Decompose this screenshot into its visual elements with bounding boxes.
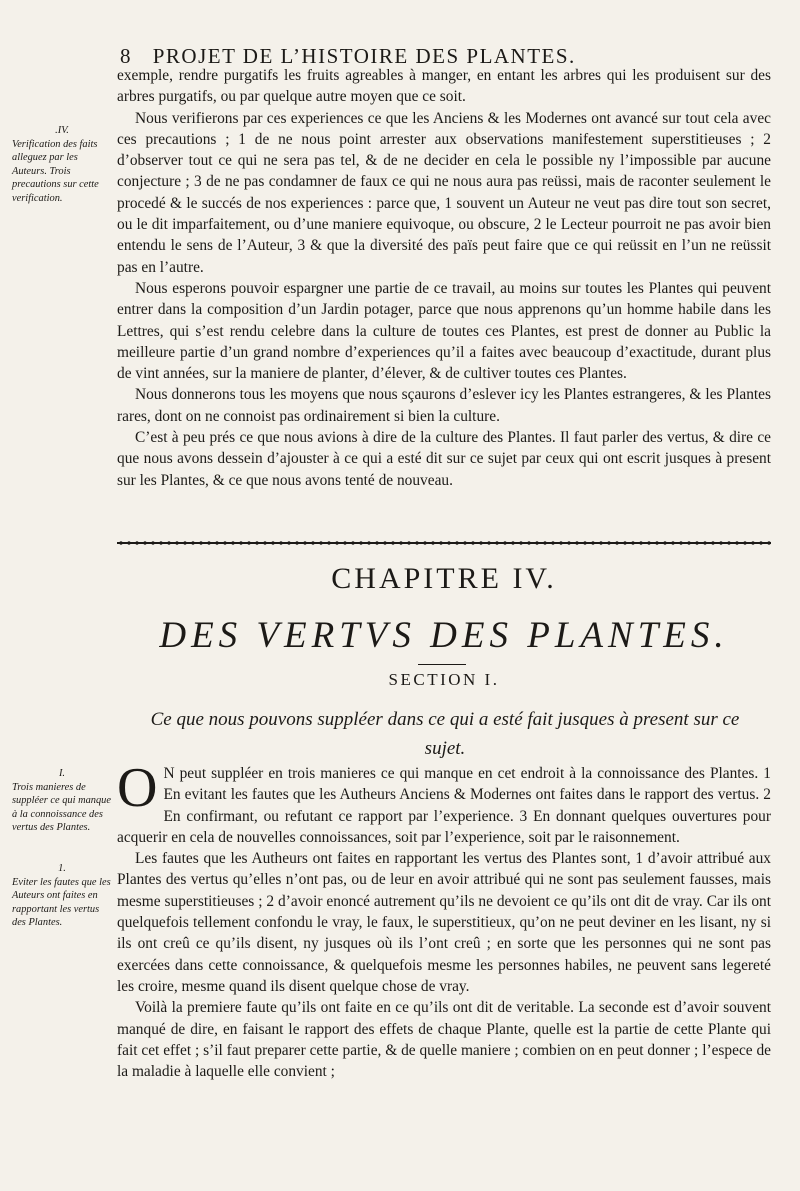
paragraph-text: N peut suppléer en trois manieres ce qui manque en cet endroit à la connoissance des Plantes. 1 En evitant les fautes que les Autheurs Anciens & Modernes ont faites dans le rapport des vertus. 2 En confirmant, ou refutant ce rapport par l’experience. 3 En donnant quelques ouvertures pour acquerir en cela de nouvelles connoissances, soit par l’experience, soit par le raisonnement.: [117, 765, 771, 846]
paragraph: C’est à peu prés ce que nous avions à dire de la culture des Plantes. Il faut parler des vertus, & dire ce que nous avons dessein d’ajouster à ce qui a esté dit sur ce sujet par ceux qui ont escrit jusques à present sur les Plantes, & ce que nous avons tenté de nouveau.: [117, 429, 771, 489]
paragraph: Les fautes que les Autheurs ont faites en rapportant les vertus des Plantes sont, 1 d’avoir attribué aux Plantes des vertus qu’elles n’ont pas, ou de leur en avoir attribué qui ne sont pas seulement fausses, mais mesme superstitieuses ; 2 d’avoir enoncé autrement qu’ils ne devoient ce qu’ils ont dit de vray. Car ils ont quelquefois tellement confondu le vray, le faux, le superstitieux, qu’on ne peut deviner en les lisant, ny si ils ont creû ce qu’ils disent, ny jusques où ils l’ont creû ; en sorte que les personnes qui ne sont pas exercées dans cette connoissance, & quelquefois mesme les personnes habiles, ne peuvent sans legereté les croire, mesme quand ils disent quelque chose de vray.: [117, 850, 771, 995]
title-rule: [418, 664, 466, 665]
margin-note-1: [12, 862, 112, 930]
page-number: 8: [120, 44, 132, 68]
margin-note-text: Trois manieres de suppléer ce qui manque à la connoissance des vertus des Plantes.: [12, 781, 111, 834]
drop-cap: O: [117, 757, 158, 819]
ornamental-divider: [117, 538, 771, 548]
paragraph: exemple, rendre purgatifs les fruits agreables à manger, en entant les arbres qui les produisent sur des arbres purgatifs, ou par quelque autre moyen que ce soit.: [117, 67, 771, 106]
section-title: SECTION I.: [388, 670, 500, 689]
margin-note-number: I.: [58, 768, 66, 779]
paragraph: Nous esperons pouvoir espargner une partie de ce travail, au moins sur toutes les Plantes qui peuvent entrer dans la composition d’un Jardin potager, parce que nous apprenons qu’un homme habile dans les Lettres, qui s’est rendu celebre dans la culture de toutes ces Plantes, est prest de donner au Public la meilleure partie d’un grand nombre d’experiences qu’il a faites avec beaucoup d’exactitude, durant plus de vint années, sur la maniere de planter, d’élever, & de cultiver toutes ces Plantes.: [117, 279, 771, 383]
margin-note-i: [12, 767, 112, 835]
margin-note-number: 1.: [58, 863, 66, 874]
section-subtitle: Ce que nous pouvons suppléer dans ce qui a esté fait jusques à present sur ce sujet.: [150, 709, 740, 759]
margin-note-text: Eviter les fautes que les Auteurs ont faites en rapportant les vertus des Plantes.: [12, 876, 111, 929]
running-title: PROJET DE L’HISTOIRE DES PLANTES.: [152, 44, 576, 68]
margin-note-number: .IV.: [55, 125, 69, 136]
bottom-text-block: [117, 757, 771, 1082]
margin-note-iv: [12, 124, 112, 206]
paragraph: [117, 757, 771, 848]
paragraph: Nous donnerons tous les moyens que nous sçaurons d’eslever icy les Plantes estrangeres, & les Plantes rares, dont on ne connoist pas ordinairement si bien la culture.: [117, 386, 771, 425]
paragraph: Nous verifierons par ces experiences ce que les Anciens & les Modernes ont avancé sur tout cela avec ces precautions ; 1 de ne nous point arrester aux observations manifestement superstitieuses ; 2 d’observer tout ce qui ne sera pas tel, & de ne decider en cela le possible ny l’impossible par aucune conjecture ; 3 de ne pas condamner de faux ce qui ne nous aura pas reüssi, mais de raconter seulement le procedé & le succés de nos experiences : parce que, 1 souvent un Auteur ne veut pas dire tout son secret, ou le dit imparfaitement, ou d’une maniere equivoque, ou obscure, 2 le Lecteur pourroit ne pas avoir bien entendu le sens de l’Auteur, 3 & que la diversité des païs peut faire que ce qui reüssit en l’un ne reüssit pas en l’autre.: [117, 109, 771, 276]
chapter-label: CHAPITRE IV.: [331, 562, 557, 595]
top-text-block: [117, 65, 771, 491]
paragraph: Voilà la premiere faute qu’ils ont faite en ce qu’ils ont dit de veritable. La seconde est d’avoir souvent manqué de dire, en faisant le rapport des effets de chaque Plante, quelle est la partie de cette Plante qui fait cet effet ; s’il faut preparer cette partie, & de quelle maniere ; combien on en peut donner ; l’espece de la maladie à laquelle elle convient ;: [117, 999, 771, 1081]
chapter-title: DES VERTVS DES PLANTES.: [159, 615, 729, 656]
margin-note-text: Verification des faits alleguez par les Auteurs. Trois precautions sur cette verification.: [12, 138, 99, 204]
